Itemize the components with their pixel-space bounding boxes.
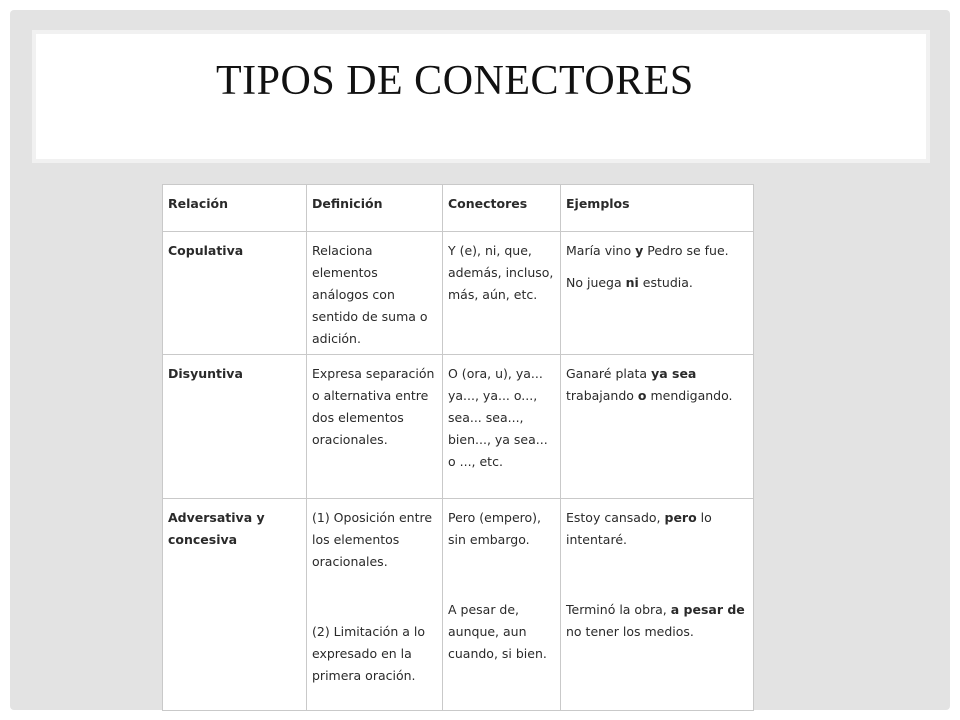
example-line: No juega ni estudia. (566, 275, 693, 290)
cell-conectores: O (ora, u), ya... ya..., ya... o..., sea... sea..., bien..., ya sea... o ..., etc. (443, 355, 561, 499)
connectors-part-2: A pesar de, aunque, aun cuando, si bien. (448, 602, 547, 661)
cell-definicion (307, 499, 443, 711)
header-relacion: Relación (163, 185, 307, 232)
cell-relacion: Adversativa y concesiva (163, 499, 307, 711)
cell-definicion: Expresa separación o alternativa entre dos elementos oracionales. (307, 355, 443, 499)
title-box (32, 30, 930, 163)
slide-title: TIPOS DE CONECTORES (216, 58, 694, 104)
header-definicion: Definición (307, 185, 443, 232)
cell-relacion: Copulativa (163, 232, 307, 355)
header-ejemplos: Ejemplos (561, 185, 754, 232)
slide-background (10, 10, 950, 710)
example-line: Ganaré plata ya sea trabajando o mendigando. (566, 366, 733, 403)
connectors-table-image (162, 184, 754, 711)
cell-ejemplos (561, 355, 754, 499)
example-line: Terminó la obra, a pesar de no tener los medios. (566, 602, 745, 639)
connectors-part-1: Pero (empero), sin embargo. (448, 510, 541, 547)
cell-conectores (443, 499, 561, 711)
cell-ejemplos (561, 499, 754, 711)
header-conectores: Conectores (443, 185, 561, 232)
table-row (163, 355, 754, 499)
definition-part-1: (1) Oposición entre los elementos oracionales. (312, 510, 433, 569)
connectors-table (162, 184, 754, 711)
cell-definicion: Relaciona elementos análogos con sentido de suma o adición. (307, 232, 443, 355)
cell-relacion: Disyuntiva (163, 355, 307, 499)
cell-ejemplos (561, 232, 754, 355)
example-line: Estoy cansado, pero lo intentaré. (566, 510, 712, 547)
table-header-row (163, 185, 754, 232)
cell-conectores: Y (e), ni, que, además, incluso, más, aún, etc. (443, 232, 561, 355)
table-row (163, 232, 754, 355)
example-line: María vino y Pedro se fue. (566, 243, 729, 258)
definition-part-2: (2) Limitación a lo expresado en la primera oración. (312, 624, 425, 683)
table-row (163, 499, 754, 711)
